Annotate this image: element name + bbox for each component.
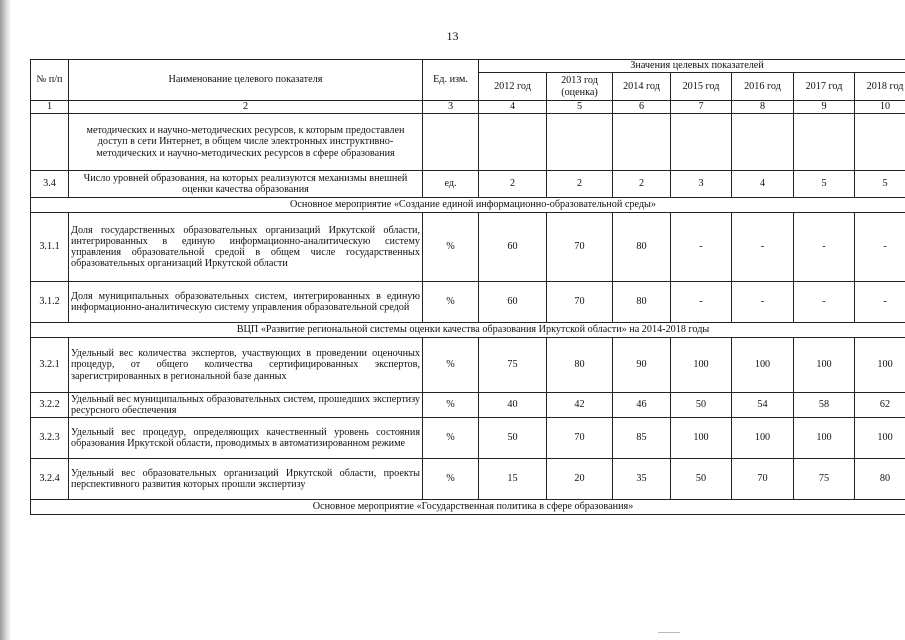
indicator-value: 5: [794, 171, 855, 198]
header-year: 2018 год: [855, 73, 905, 101]
column-number: 3: [423, 101, 479, 114]
indicator-name: Удельный вес количества экспертов, участвующих в проведении оценочных процедур, от общего количества сертифицированных экспертов, зарегистрированных в региональной базе данных: [69, 338, 423, 393]
indicator-unit: %: [423, 418, 479, 459]
indicator-value: 70: [547, 282, 613, 323]
indicator-unit: %: [423, 393, 479, 418]
indicator-value: 80: [613, 213, 671, 282]
indicator-value: 40: [479, 393, 547, 418]
indicator-value: 2: [613, 171, 671, 198]
header-year: 2013 год (оценка): [547, 73, 613, 101]
header-values-group: Значения целевых показателей: [479, 60, 905, 73]
section-row: [31, 198, 905, 213]
indicator-value: 100: [732, 338, 794, 393]
indicator-name: Число уровней образования, на которых реализуются механизмы внешней оценки качества образования: [69, 171, 423, 198]
indicator-value: 100: [855, 418, 905, 459]
header-year: 2017 год: [794, 73, 855, 101]
indicator-unit: [423, 114, 479, 171]
indicator-name: Доля муниципальных образовательных систем, интегрированных в единую информационно-аналитическую систему управления образовательной средой: [69, 282, 423, 323]
indicator-row: [31, 338, 905, 393]
indicator-name: методических и научно-методических ресурсов, к которым предоставлен доступ в сети Интернет, в общем числе электронных инструктивно-методических и научно-методических ресурсов в сфере образования: [69, 114, 423, 171]
indicator-value: 85: [613, 418, 671, 459]
indicator-name: Удельный вес процедур, определяющих качественный уровень состояния образования Иркутской области, проводимых в автоматизированном режиме: [69, 418, 423, 459]
indicator-number: 3.2.1: [31, 338, 69, 393]
indicator-value: 60: [479, 213, 547, 282]
header-year: 2016 год: [732, 73, 794, 101]
indicator-unit: %: [423, 459, 479, 500]
header-num: № п/п: [31, 60, 69, 101]
indicator-value: 5: [855, 171, 905, 198]
indicator-value: [855, 114, 905, 171]
indicator-value: 58: [794, 393, 855, 418]
column-number: 5: [547, 101, 613, 114]
column-numbers-row: [31, 101, 905, 114]
column-number: 7: [671, 101, 732, 114]
indicator-value: 50: [479, 418, 547, 459]
indicator-unit: ед.: [423, 171, 479, 198]
table-body: [31, 60, 905, 515]
indicator-value: -: [671, 213, 732, 282]
indicator-value: 62: [855, 393, 905, 418]
column-number: 2: [69, 101, 423, 114]
indicator-value: 100: [671, 338, 732, 393]
column-number: 6: [613, 101, 671, 114]
indicator-value: [479, 114, 547, 171]
header-year: 2015 год: [671, 73, 732, 101]
indicator-row: [31, 282, 905, 323]
indicator-value: 46: [613, 393, 671, 418]
indicator-value: -: [794, 282, 855, 323]
indicator-number: 3.2.2: [31, 393, 69, 418]
indicator-number: 3.2.4: [31, 459, 69, 500]
indicator-value: [671, 114, 732, 171]
indicator-value: 70: [547, 213, 613, 282]
indicator-value: 75: [794, 459, 855, 500]
column-number: 4: [479, 101, 547, 114]
indicator-value: 50: [671, 459, 732, 500]
indicator-value: 80: [613, 282, 671, 323]
indicator-value: 100: [794, 418, 855, 459]
indicator-value: 15: [479, 459, 547, 500]
indicator-name: Удельный вес муниципальных образовательных систем, прошедших экспертизу ресурсного обеспечения: [69, 393, 423, 418]
indicator-value: [547, 114, 613, 171]
column-number: 9: [794, 101, 855, 114]
indicator-value: 80: [855, 459, 905, 500]
indicator-value: 80: [547, 338, 613, 393]
page-number: 13: [446, 29, 459, 43]
indicator-value: 90: [613, 338, 671, 393]
indicator-row: [31, 418, 905, 459]
indicator-value: -: [732, 282, 794, 323]
indicator-value: 100: [732, 418, 794, 459]
indicator-value: 42: [547, 393, 613, 418]
indicator-number: 3.4: [31, 171, 69, 198]
indicator-value: 4: [732, 171, 794, 198]
indicator-value: 60: [479, 282, 547, 323]
section-row: [31, 323, 905, 338]
indicator-value: 50: [671, 393, 732, 418]
indicator-value: 100: [794, 338, 855, 393]
section-title: Основное мероприятие «Государственная политика в сфере образования»: [31, 500, 905, 515]
indicator-value: 35: [613, 459, 671, 500]
indicator-value: [613, 114, 671, 171]
header-unit: Ед. изм.: [423, 60, 479, 101]
column-number: 1: [31, 101, 69, 114]
indicator-row: [31, 393, 905, 418]
indicator-value: 54: [732, 393, 794, 418]
indicator-row: [31, 459, 905, 500]
indicator-row: [31, 171, 905, 198]
section-title: ВЦП «Развитие региональной системы оценки качества образования Иркутской области» на 2014-2018 годы: [31, 323, 905, 338]
scan-mark: [658, 632, 680, 633]
indicator-value: 100: [671, 418, 732, 459]
indicator-name: Доля государственных образовательных организаций Иркутской области, интегрированных в единую информационно-аналитическую систему управления образовательной средой в общем числе государственных образовательных организаций Иркутской области: [69, 213, 423, 282]
indicator-unit: %: [423, 213, 479, 282]
indicator-value: [732, 114, 794, 171]
indicator-row: [31, 114, 905, 171]
column-number: 10: [855, 101, 905, 114]
indicator-number: 3.2.3: [31, 418, 69, 459]
indicator-value: [794, 114, 855, 171]
indicator-value: 2: [479, 171, 547, 198]
header-row-top: [31, 60, 905, 73]
indicator-value: 2: [547, 171, 613, 198]
indicator-value: -: [794, 213, 855, 282]
scan-edge-shadow: [0, 0, 11, 640]
indicator-value: -: [732, 213, 794, 282]
indicator-value: 3: [671, 171, 732, 198]
indicator-value: 20: [547, 459, 613, 500]
section-row: [31, 500, 905, 515]
header-name: Наименование целевого показателя: [69, 60, 423, 101]
indicator-unit: %: [423, 338, 479, 393]
column-number: 8: [732, 101, 794, 114]
section-title: Основное мероприятие «Создание единой информационно-образовательной среды»: [31, 198, 905, 213]
indicator-value: 70: [732, 459, 794, 500]
target-indicators-table: [30, 59, 905, 515]
indicator-row: [31, 213, 905, 282]
indicator-number: [31, 114, 69, 171]
header-year: 2012 год: [479, 73, 547, 101]
indicator-number: 3.1.2: [31, 282, 69, 323]
indicator-value: -: [855, 213, 905, 282]
indicator-value: 75: [479, 338, 547, 393]
indicator-name: Удельный вес образовательных организаций Иркутской области, проекты перспективного развития которых прошли экспертизу: [69, 459, 423, 500]
indicator-value: -: [671, 282, 732, 323]
indicator-value: 100: [855, 338, 905, 393]
indicator-value: 70: [547, 418, 613, 459]
indicator-value: -: [855, 282, 905, 323]
indicator-number: 3.1.1: [31, 213, 69, 282]
indicator-unit: %: [423, 282, 479, 323]
header-year: 2014 год: [613, 73, 671, 101]
